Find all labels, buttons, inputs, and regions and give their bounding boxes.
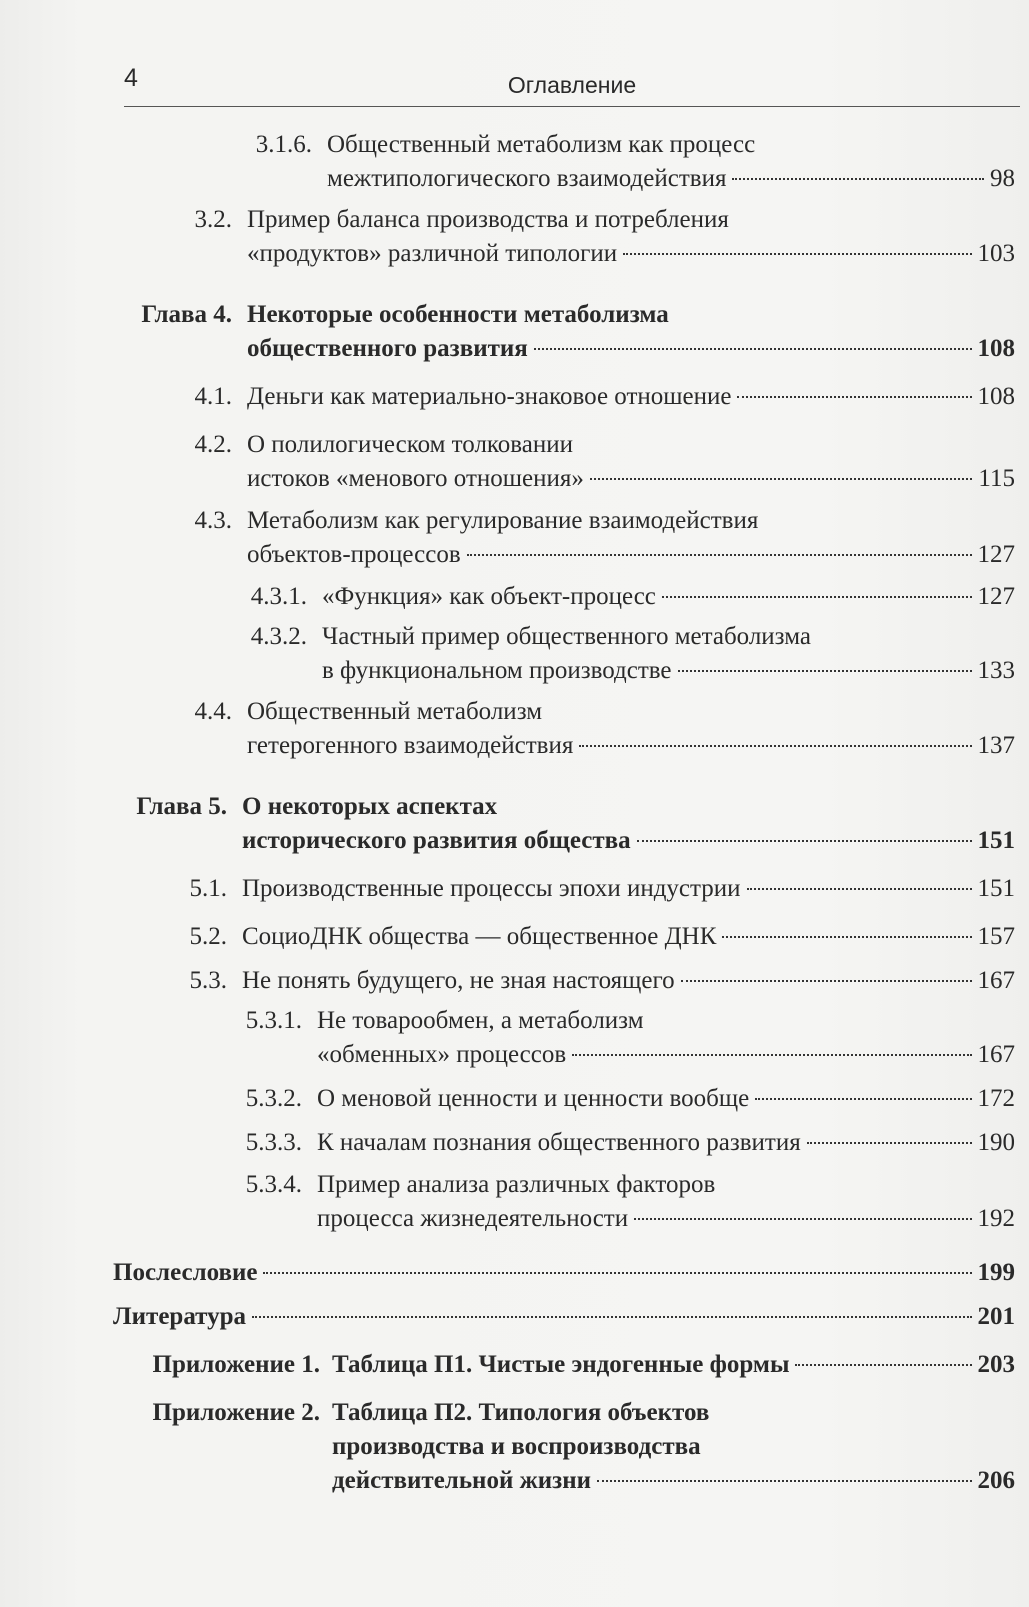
toc-entry-number: 5.1.	[189, 875, 227, 902]
toc-entry[interactable]	[317, 1082, 1015, 1116]
toc-entry-number: 4.3.	[194, 507, 232, 534]
toc-entry-title: Таблица П1. Чистые эндогенные формы	[332, 1351, 790, 1378]
dot-leader	[252, 1316, 971, 1318]
toc-entry-number: 4.4.	[194, 698, 232, 725]
dot-leader	[722, 936, 971, 938]
toc-entry-title: СоциоДНК общества — общественное ДНК	[242, 923, 717, 950]
toc-entry[interactable]	[247, 380, 1015, 414]
toc-entry-title: Производственные процессы эпохи индустрии	[242, 875, 741, 902]
dot-leader	[637, 840, 972, 842]
dot-leader	[807, 1142, 972, 1144]
toc-page-number: 203	[977, 1351, 1015, 1378]
toc-entry-title: «обменных» процессов	[317, 1041, 567, 1068]
toc-entry[interactable]	[113, 1300, 1015, 1334]
dot-leader	[534, 348, 972, 350]
toc-entry-title: Пример анализа различных факторов	[317, 1171, 716, 1198]
dot-leader	[732, 178, 984, 180]
toc-entry-number: Приложение 2.	[152, 1399, 320, 1426]
toc-entry[interactable]	[317, 1202, 1015, 1236]
toc-entry-number: Глава 4.	[141, 301, 232, 328]
toc-entry-line	[322, 620, 811, 654]
toc-entry-line	[332, 1396, 709, 1430]
toc-entry-title: общественного развития	[247, 335, 528, 362]
toc-page-number: 137	[977, 732, 1015, 759]
toc-entry-number: 5.3.2.	[245, 1085, 302, 1112]
toc-entry-title: Не товарообмен, а метаболизм	[317, 1007, 644, 1034]
toc-entry[interactable]	[247, 538, 1015, 572]
toc-entry-title: Частный пример общественного метаболизма	[322, 623, 811, 650]
toc-entry-number: 4.3.1.	[250, 583, 307, 610]
dot-leader	[590, 478, 973, 480]
toc-page-number: 127	[977, 541, 1015, 568]
toc-entry[interactable]	[242, 920, 1015, 954]
dot-leader	[662, 596, 972, 598]
toc-entry-number: 3.2.	[194, 206, 232, 233]
toc-entry-title: «продуктов» различной типологии	[247, 240, 618, 267]
toc-entry-title: О некоторых аспектах	[242, 793, 498, 820]
dot-leader	[681, 980, 972, 982]
toc-entry-number: 3.1.6.	[255, 131, 312, 158]
toc-entry-title: О меновой ценности и ценности вообще	[317, 1085, 750, 1112]
dot-leader	[597, 1480, 972, 1482]
toc-entry-number: 4.2.	[194, 431, 232, 458]
toc-page-number: 167	[977, 1041, 1015, 1068]
toc-entry-title: процесса жизнедеятельности	[317, 1205, 629, 1232]
toc-page-number: 151	[977, 827, 1015, 854]
dot-leader	[579, 745, 971, 747]
toc-entry-number: Приложение 1.	[152, 1351, 320, 1378]
toc-entry-line	[317, 1004, 644, 1038]
toc-entry-number: 5.3.4.	[245, 1171, 302, 1198]
dot-leader	[678, 670, 972, 672]
toc-entry-title: Таблица П2. Типология объектов	[332, 1399, 710, 1426]
toc-page-number: 127	[977, 583, 1015, 610]
toc-entry-title: в функциональном производстве	[322, 657, 672, 684]
toc-entry-title: исторического развития общества	[242, 827, 631, 854]
toc-entry-title: Деньги как материально-знаковое отношение	[247, 383, 732, 410]
toc-entry-title: объектов-процессов	[247, 541, 461, 568]
dot-leader	[747, 888, 972, 890]
dot-leader	[737, 396, 971, 398]
toc-entry-title: Общественный метаболизм как процесс	[327, 131, 756, 158]
toc-entry[interactable]	[247, 332, 1015, 366]
toc-entry[interactable]	[317, 1126, 1015, 1160]
toc-entry[interactable]	[242, 872, 1015, 906]
toc-entry-title: О полилогическом толковании	[247, 431, 574, 458]
toc-entry-title: гетерогенного взаимодействия	[247, 732, 574, 759]
toc-page-number: 151	[977, 875, 1015, 902]
toc-entry-title: Некоторые особенности метаболизма	[247, 301, 669, 328]
toc-page-number: 157	[977, 923, 1015, 950]
toc-page-number: 108	[977, 383, 1015, 410]
toc-entry-number: 5.3.	[189, 967, 227, 994]
toc-entry-line	[242, 790, 497, 824]
toc-entry[interactable]	[322, 580, 1015, 614]
dot-leader	[572, 1054, 971, 1056]
toc-entry-title: К началам познания общественного развития	[317, 1129, 801, 1156]
toc-entry-line	[247, 695, 542, 729]
toc-entry-title: межтипологического взаимодействия	[327, 165, 727, 192]
toc-entry-line	[332, 1430, 701, 1464]
toc-entry[interactable]	[322, 654, 1015, 688]
toc-entry-number: 5.2.	[189, 923, 227, 950]
toc-entry-title: Метаболизм как регулирование взаимодействия	[247, 507, 759, 534]
toc-entry-number: 5.3.1.	[245, 1007, 302, 1034]
toc-entry[interactable]	[332, 1348, 1015, 1382]
toc-entry[interactable]	[242, 964, 1015, 998]
toc-entry-title: производства и воспроизводства	[332, 1433, 701, 1460]
dot-leader	[795, 1364, 971, 1366]
toc-entry-title: истоков «менового отношения»	[247, 465, 584, 492]
toc-entry-title: Послесловие	[113, 1259, 258, 1286]
toc-entry[interactable]	[247, 237, 1015, 271]
toc-entry[interactable]	[327, 162, 1015, 196]
dot-leader	[263, 1272, 971, 1274]
toc-entry-title: «Функция» как объект-процесс	[322, 583, 656, 610]
toc-entry-line	[247, 298, 669, 332]
toc-entry-line	[247, 203, 729, 237]
toc-page-number: 201	[977, 1303, 1015, 1330]
toc-entry-title: Не понять будущего, не зная настоящего	[242, 967, 675, 994]
toc-page-number: 103	[977, 240, 1015, 267]
dot-leader	[634, 1218, 971, 1220]
toc-page-number: 199	[977, 1259, 1015, 1286]
toc-page-number: 115	[978, 465, 1015, 492]
toc-entry[interactable]	[247, 462, 1015, 496]
toc-entry-line	[247, 504, 758, 538]
toc-entry[interactable]	[247, 729, 1015, 763]
toc-page-number: 108	[977, 335, 1015, 362]
toc-entry-line	[317, 1168, 715, 1202]
toc-page-number: 192	[977, 1205, 1015, 1232]
toc-page-number: 172	[977, 1085, 1015, 1112]
dot-leader	[467, 554, 972, 556]
toc-entry[interactable]	[113, 1256, 1015, 1290]
toc-entry-title: Общественный метаболизм	[247, 698, 543, 725]
toc-entry-number: Глава 5.	[136, 793, 227, 820]
toc-entry-title: Пример баланса производства и потребления	[247, 206, 729, 233]
page-number: 4	[124, 64, 138, 92]
running-title: Оглавление	[507, 72, 637, 98]
toc-entry-title: действительной жизни	[332, 1467, 591, 1494]
toc-page-number: 98	[990, 165, 1015, 192]
dot-leader	[755, 1098, 971, 1100]
toc-entry-number: 5.3.3.	[245, 1129, 302, 1156]
dot-leader	[623, 253, 971, 255]
toc-page-number: 133	[977, 657, 1015, 684]
toc-entry-number: 4.1.	[194, 383, 232, 410]
toc-entry-line	[327, 128, 755, 162]
toc-entry-line	[247, 428, 573, 462]
toc-entry[interactable]	[317, 1038, 1015, 1072]
toc-page-number: 190	[977, 1129, 1015, 1156]
toc-entry-title: Литература	[113, 1303, 247, 1330]
toc-entry-number: 4.3.2.	[250, 623, 307, 650]
toc-entry[interactable]	[242, 824, 1015, 858]
toc-page-number: 167	[977, 967, 1015, 994]
toc-page-number: 206	[977, 1467, 1015, 1494]
toc-entry[interactable]	[332, 1464, 1015, 1498]
